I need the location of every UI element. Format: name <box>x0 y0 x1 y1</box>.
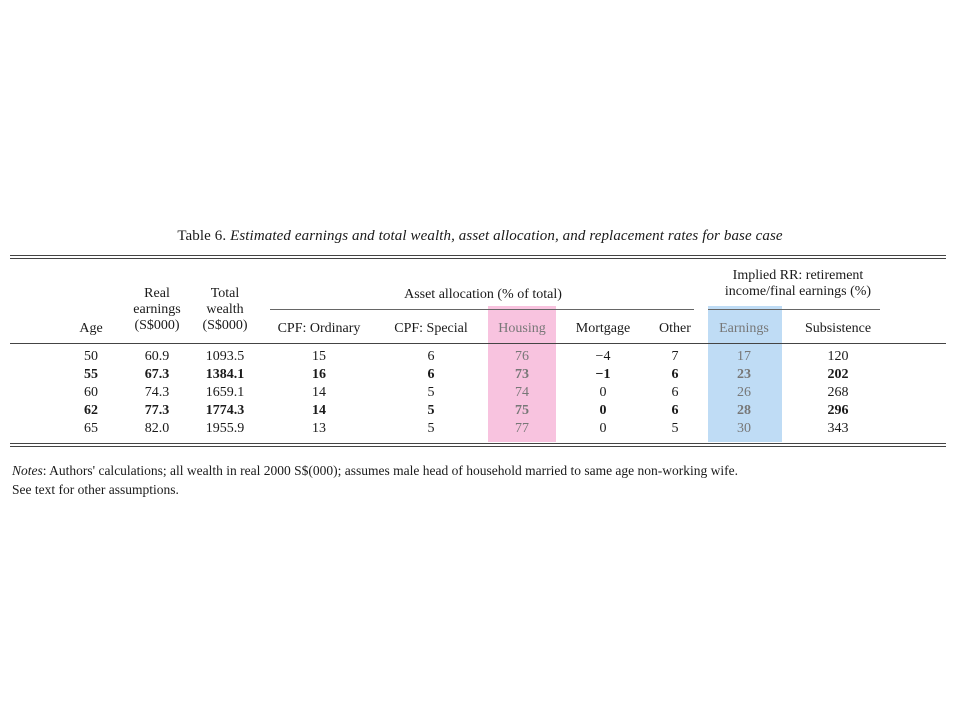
cell-total-wealth: 1955.9 <box>205 421 245 436</box>
cell-housing: 74 <box>515 385 529 400</box>
cell-earnings: 17 <box>737 349 751 364</box>
rr-group-underline <box>708 309 880 310</box>
cell-cpf-ordinary: 16 <box>312 367 326 382</box>
notes-label: Notes <box>12 463 43 478</box>
cell-age: 65 <box>84 421 98 436</box>
cell-real-earnings: 77.3 <box>144 403 170 418</box>
cell-total-wealth: 1384.1 <box>205 367 245 382</box>
bottom-rule <box>10 443 946 444</box>
cell-cpf-ordinary: 13 <box>312 421 326 436</box>
notes-line-2: See text for other assumptions. <box>12 482 179 497</box>
cell-real-earnings: 74.3 <box>144 385 170 400</box>
cell-real-earnings: 60.9 <box>144 349 170 364</box>
top-rule <box>10 255 946 256</box>
cell-earnings: 26 <box>737 385 751 400</box>
header-asset-allocation: Asset allocation (% of total) <box>404 287 562 302</box>
cell-cpf-ordinary: 14 <box>312 403 326 418</box>
cell-real-earnings: 67.3 <box>144 367 170 382</box>
cell-earnings: 23 <box>737 367 751 382</box>
header-subsistence: Subsistence <box>804 321 872 336</box>
notes-line-1: : Authors' calculations; all wealth in real 2000 S$(000); assumes male head of household married to same age non-working wife. <box>42 463 739 478</box>
header-cpf-special: CPF: Special <box>394 321 468 336</box>
cell-age: 62 <box>84 403 98 418</box>
header-other: Other <box>659 321 691 336</box>
header-rule <box>10 343 946 344</box>
cell-cpf-special: 5 <box>427 403 435 418</box>
cell-other: 5 <box>671 421 679 436</box>
cell-other: 6 <box>671 385 679 400</box>
table-label: Table 6. <box>177 228 227 244</box>
cell-mortgage: 0 <box>599 403 607 418</box>
header-mortgage: Mortgage <box>575 321 631 336</box>
cell-other: 6 <box>671 367 679 382</box>
table-title: Estimated earnings and total wealth, asset allocation, and replacement rates for base case <box>230 228 783 244</box>
header-real-earnings: Real earnings (S$000) <box>133 286 181 333</box>
cell-mortgage: −4 <box>595 349 611 364</box>
cell-subsistence: 343 <box>827 421 849 436</box>
cell-subsistence: 202 <box>827 367 849 382</box>
cell-other: 6 <box>671 403 679 418</box>
header-age: Age <box>79 321 103 336</box>
cell-housing: 73 <box>515 367 529 382</box>
cell-total-wealth: 1659.1 <box>205 385 245 400</box>
cell-age: 55 <box>84 367 98 382</box>
top-rule-2 <box>10 258 946 259</box>
cell-total-wealth: 1093.5 <box>205 349 245 364</box>
cell-cpf-special: 6 <box>427 367 435 382</box>
cell-other: 7 <box>671 349 679 364</box>
cell-earnings: 30 <box>737 421 751 436</box>
header-cpf-ordinary: CPF: Ordinary <box>277 321 361 336</box>
header-total-wealth: Total wealth (S$000) <box>202 286 248 333</box>
cell-cpf-special: 5 <box>427 421 435 436</box>
cell-cpf-ordinary: 14 <box>312 385 326 400</box>
cell-mortgage: 0 <box>599 421 607 436</box>
table-caption <box>0 228 960 245</box>
cell-housing: 75 <box>515 403 529 418</box>
cell-real-earnings: 82.0 <box>144 421 170 436</box>
cell-subsistence: 268 <box>827 385 849 400</box>
cell-mortgage: −1 <box>595 367 611 382</box>
header-implied-rr: Implied RR: retirement income/final earnings (%) <box>724 268 872 299</box>
cell-cpf-ordinary: 15 <box>312 349 326 364</box>
cell-subsistence: 296 <box>827 403 849 418</box>
cell-housing: 76 <box>515 349 529 364</box>
header-housing: Housing <box>498 321 546 336</box>
cell-cpf-special: 6 <box>427 349 435 364</box>
cell-age: 50 <box>84 349 98 364</box>
table-notes <box>12 461 912 499</box>
asset-group-underline <box>270 309 694 310</box>
cell-mortgage: 0 <box>599 385 607 400</box>
cell-housing: 77 <box>515 421 529 436</box>
header-earnings: Earnings <box>719 321 769 336</box>
cell-subsistence: 120 <box>827 349 849 364</box>
cell-age: 60 <box>84 385 98 400</box>
bottom-rule-2 <box>10 446 946 447</box>
cell-cpf-special: 5 <box>427 385 435 400</box>
cell-total-wealth: 1774.3 <box>205 403 245 418</box>
cell-earnings: 28 <box>737 403 751 418</box>
